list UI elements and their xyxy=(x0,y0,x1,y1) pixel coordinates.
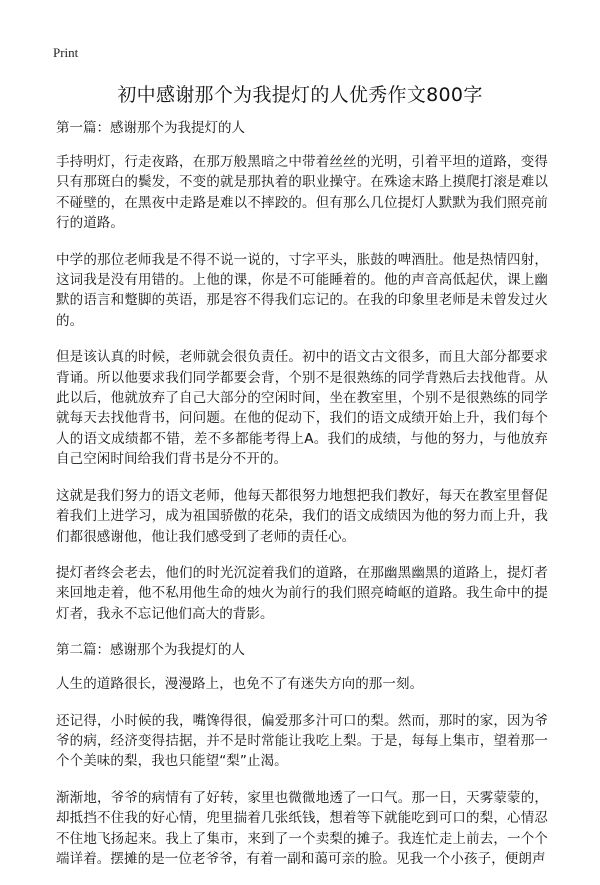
section-1-paragraph-1: 手持明灯，行走夜路，在那万般黑暗之中带着丝丝的光明，引着平坦的道路，变得只有那斑白的鬓发，不变的就是那执着的职业操守。在殊途末路上摸爬打滚是难以不碰壁的，在黑夜中走路是难以不摔跤的。但有那么几位提灯人默默为我们照亮前行的道路。 xyxy=(56,154,548,232)
section-2-paragraph-2: 还记得，小时候的我，嘴馋得很，偏爱那多汁可口的梨。然而，那时的家，因为爷爷的病，经济变得拮据，并不是时常能让我吃上梨。于是，每每上集市，望着那一个个美味的梨，我也只能望“梨”止渴。 xyxy=(56,712,548,770)
article-body xyxy=(56,118,548,885)
print-label[interactable]: Print xyxy=(53,45,79,60)
section-1-paragraph-2: 中学的那位老师我是不得不说一说的，寸字平头，胀鼓的啤酒肚。他是热情四射，这词我是没有用错的。上他的课，你是不可能睡着的。他的声音高低起伏，课上幽默的语言和蹩脚的英语，那是容不得我们忘记的。在我的印象里老师是未曾发过火的。 xyxy=(56,251,548,329)
section-1-paragraph-5: 提灯者终会老去，他们的时光沉淀着我们的道路，在那幽黑幽黑的道路上，提灯者来回地走着，他不私用他生命的烛火为前行的我们照亮崎岖的道路。我生命中的提灯者，我永不忘记他们高大的背影。 xyxy=(56,564,548,622)
section-1-paragraph-3: 但是该认真的时候，老师就会很负责任。初中的语文古文很多，而且大部分都要求背诵。所以他要求我们同学都要会背，个别不是很熟练的同学背熟后去找他背。从此以后，他就放弃了自己大部分的空闲时间，坐在教室里，个别不是很熟练的同学就每天去找他背书，问问题。在他的促动下，我们的语文成绩开始上升，我们每个人的语文成绩都不错，差不多都能考得上A。我们的成绩，与他的努力，与他放弃自己空闲时间给我们背书是分不开的。 xyxy=(56,349,548,468)
section-1-paragraph-4: 这就是我们努力的语文老师，他每天都很努力地想把我们教好，每天在教室里督促着我们上进学习，成为祖国骄傲的花朵，我们的语文成绩因为他的努力而上升，我们都很感谢他，他让我们感受到了老师的责任心。 xyxy=(56,487,548,545)
section-2-paragraph-1: 人生的道路很长，漫漫路上，也免不了有迷失方向的那一刻。 xyxy=(56,676,424,693)
section-2-paragraph-3: 渐渐地，爷爷的病情有了好转，家里也微微地透了一口气。那一日，天雾蒙蒙的，却抵挡不住我的好心情，兜里揣着几张纸钱，想着等下就能吃到可口的梨，心情忍不住地飞扬起来。我上了集市，来到了一个卖梨的摊子。我连忙走上前去，一个个端详着。摆摊的是一位老爷爷，有着一副和蔼可亲的脸。见我一个小孩子，便朗声 xyxy=(56,789,548,867)
page-title: 初中感谢那个为我提灯的人优秀作文800字 xyxy=(117,84,483,106)
section-2-heading: 第二篇：感谢那个为我提灯的人 xyxy=(56,642,245,659)
section-1-heading: 第一篇：感谢那个为我提灯的人 xyxy=(56,120,245,136)
